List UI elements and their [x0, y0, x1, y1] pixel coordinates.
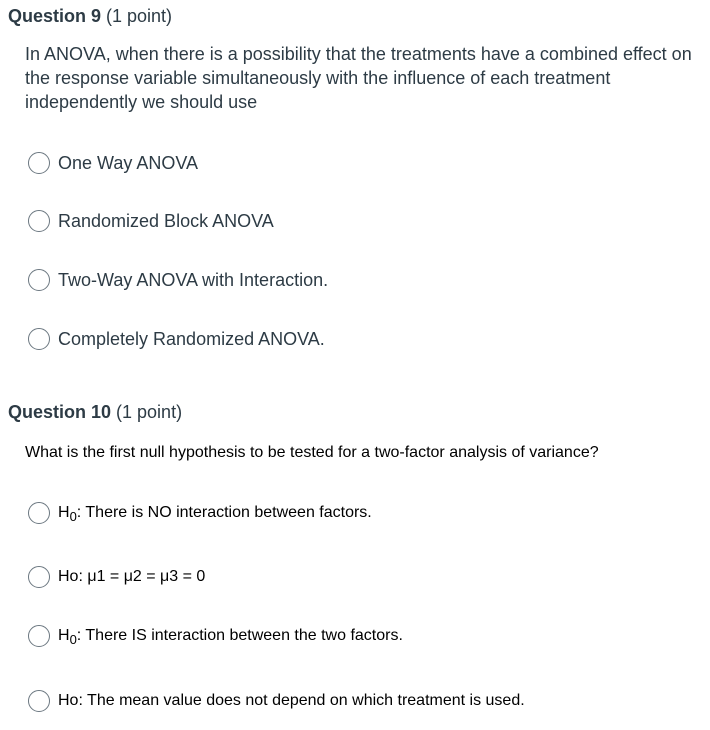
question-9-text: In ANOVA, when there is a possibility that the treatments have a combined effect on the response variable simultaneously with the influence of each treatment independently we should use: [25, 44, 692, 112]
q9-option-3[interactable]: [28, 269, 328, 291]
q9-option-4-label: Completely Randomized ANOVA.: [58, 328, 325, 349]
q10-option-3-label: [58, 627, 403, 645]
radio-button[interactable]: [28, 210, 50, 232]
q10-option-1[interactable]: [28, 502, 372, 524]
hypothesis-symbol: H: [58, 504, 70, 521]
q9-option-2[interactable]: [28, 210, 274, 232]
option-text: : There is NO interaction between factors.: [76, 504, 372, 521]
radio-button[interactable]: [28, 690, 50, 712]
radio-button[interactable]: [28, 566, 50, 588]
q9-option-1-label: One Way ANOVA: [58, 152, 199, 173]
q9-option-1[interactable]: [28, 152, 198, 174]
radio-button[interactable]: [28, 502, 50, 524]
question-10-label: Question 10: [8, 402, 112, 422]
q10-option-2-label: Ho: μ1 = μ2 = μ3 = 0: [58, 568, 206, 585]
q10-option-4[interactable]: [28, 690, 525, 712]
q10-option-1-label: [58, 504, 372, 522]
q10-option-2[interactable]: [28, 566, 205, 588]
option-text: : There IS interaction between the two factors.: [76, 627, 403, 644]
q10-option-3[interactable]: [28, 625, 403, 647]
q10-option-4-label: Ho: The mean value does not depend on which treatment is used.: [58, 692, 525, 709]
question-10-points: (1 point): [111, 402, 183, 422]
hypothesis-symbol: H: [58, 627, 70, 644]
hypothesis-subscript: 0: [69, 632, 77, 647]
radio-button[interactable]: [28, 328, 50, 350]
question-9-label: Question 9: [8, 6, 102, 26]
question-9-title: [8, 6, 172, 27]
question-9-points: (1 point): [101, 6, 173, 26]
question-10-title: [8, 402, 182, 423]
radio-button[interactable]: [28, 269, 50, 291]
radio-button[interactable]: [28, 625, 50, 647]
q9-option-4[interactable]: [28, 328, 325, 350]
question-10-text: What is the first null hypothesis to be tested for a two-factor analysis of variance?: [25, 444, 599, 461]
q9-option-2-label: Randomized Block ANOVA: [58, 210, 274, 231]
radio-button[interactable]: [28, 152, 50, 174]
hypothesis-subscript: 0: [69, 509, 77, 524]
q9-option-3-label: Two-Way ANOVA with Interaction.: [58, 269, 329, 290]
